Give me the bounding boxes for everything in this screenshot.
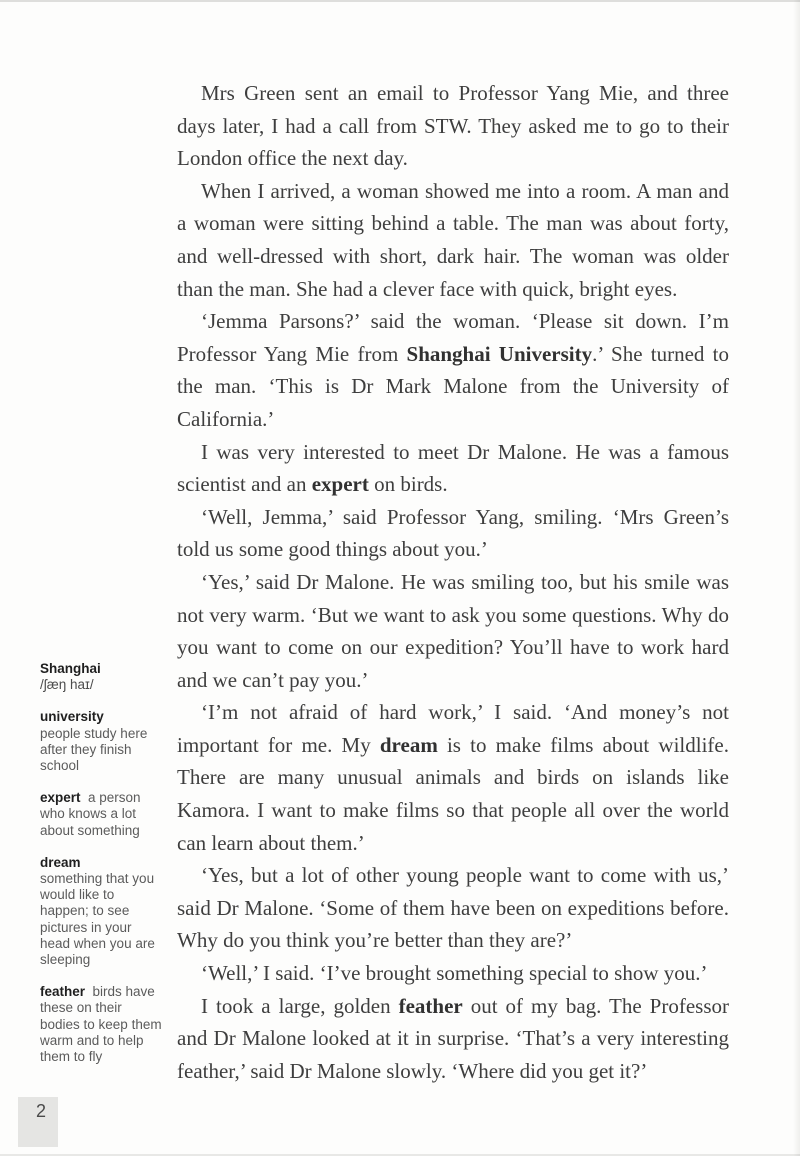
glossary-entry <box>40 790 162 839</box>
story-paragraph <box>177 696 729 859</box>
glossed-word: feather <box>398 993 463 1018</box>
story-run: ‘I’m not afraid of hard work,’ I said. ‘And money’s not important for me. My <box>177 700 729 757</box>
story-run: ‘Yes, but a lot of other young people want to come with us,’ said Dr Malone. ‘Some of them have been on expeditions before. Why do you think you’re better than they are?’ <box>177 863 729 953</box>
story-paragraph <box>177 957 729 990</box>
glossed-word: expert <box>311 472 369 497</box>
story-paragraph <box>177 990 729 1088</box>
glossary-headword: expert <box>40 790 81 806</box>
glossary-entry <box>40 709 162 774</box>
glossary-entry <box>40 661 162 693</box>
page-number: 2 <box>35 1101 46 1121</box>
glossary-headword: dream <box>40 854 81 870</box>
vocabulary-sidebar <box>40 661 162 1081</box>
story-run: I was very interested to meet Dr Malone. He was a famous scientist and an <box>177 439 729 497</box>
story-run: is to make films about wildlife. There are many unusual animals and birds on islands like Kamora. I want to make films so that people all over the world can learn about them.’ <box>177 732 729 855</box>
glossary-definition: something that you would like to happen; to see pictures in your head when you are sleeping <box>40 871 155 968</box>
scan-edge-top <box>0 0 800 2</box>
story-text <box>177 77 729 1087</box>
scan-edge-right <box>793 0 800 1156</box>
story-paragraph <box>177 436 729 501</box>
story-run: ‘Well,’ I said. ‘I’ve brought something special to show you.’ <box>201 961 708 986</box>
glossary-entry <box>40 855 162 968</box>
story-run: Mrs Green sent an email to Professor Yang Mie, and three days later, I had a call from STW. They asked me to go to their London office the next day. <box>177 81 729 171</box>
story-paragraph <box>177 501 729 566</box>
glossary-definition: people study here after they finish school <box>40 725 148 774</box>
story-run: ‘Yes,’ said Dr Malone. He was smiling too, but his smile was not very warm. ‘But we want to ask you some questions. Why do you want to come on our expedition? You’ll have to work hard and we can’t pay you.’ <box>177 569 729 692</box>
glossary-headword: Shanghai <box>40 661 101 676</box>
story-paragraph <box>177 77 729 175</box>
story-run: ‘Well, Jemma,’ said Professor Yang, smiling. ‘Mrs Green’s told us some good things about you.’ <box>177 504 729 562</box>
story-paragraph <box>177 175 729 305</box>
story-paragraph <box>177 305 729 435</box>
story-run: out of my bag. The Professor and Dr Malone looked at it in surprise. ‘That’s a very interesting feather,’ said Dr Malone slowly. ‘Where did you get it?’ <box>177 993 729 1083</box>
story-run: ‘Jemma Parsons?’ said the woman. ‘Please sit down. I’m Professor Yang Mie from <box>177 309 729 366</box>
glossed-word: Shanghai University <box>406 341 593 366</box>
glossary-definition: birds have these on their bodies to keep them warm and to help them to fly <box>40 984 162 1065</box>
story-paragraph <box>177 859 729 957</box>
glossary-headword: university <box>40 709 104 725</box>
glossary-definition: a person who knows a lot about something <box>40 790 141 838</box>
story-paragraph <box>177 566 729 696</box>
story-run: When I arrived, a woman showed me into a room. A man and a woman were sitting behind a table. The man was about forty, and well-dressed with short, dark hair. The woman was older than the man. She had a clever face with quick, bright eyes. <box>177 178 729 301</box>
glossary-entry <box>40 984 162 1065</box>
story-run: I took a large, golden <box>201 993 399 1018</box>
glossary-headword: feather <box>40 984 86 1000</box>
glossed-word: dream <box>379 732 438 757</box>
page-number-box <box>18 1097 58 1147</box>
story-run: .’ She turned to the man. ‘This is Dr Mark Malone from the University of California.’ <box>177 341 729 431</box>
glossary-pronunciation: /ʃæŋ haɪ/ <box>40 677 94 693</box>
story-run: on birds. <box>368 472 448 497</box>
